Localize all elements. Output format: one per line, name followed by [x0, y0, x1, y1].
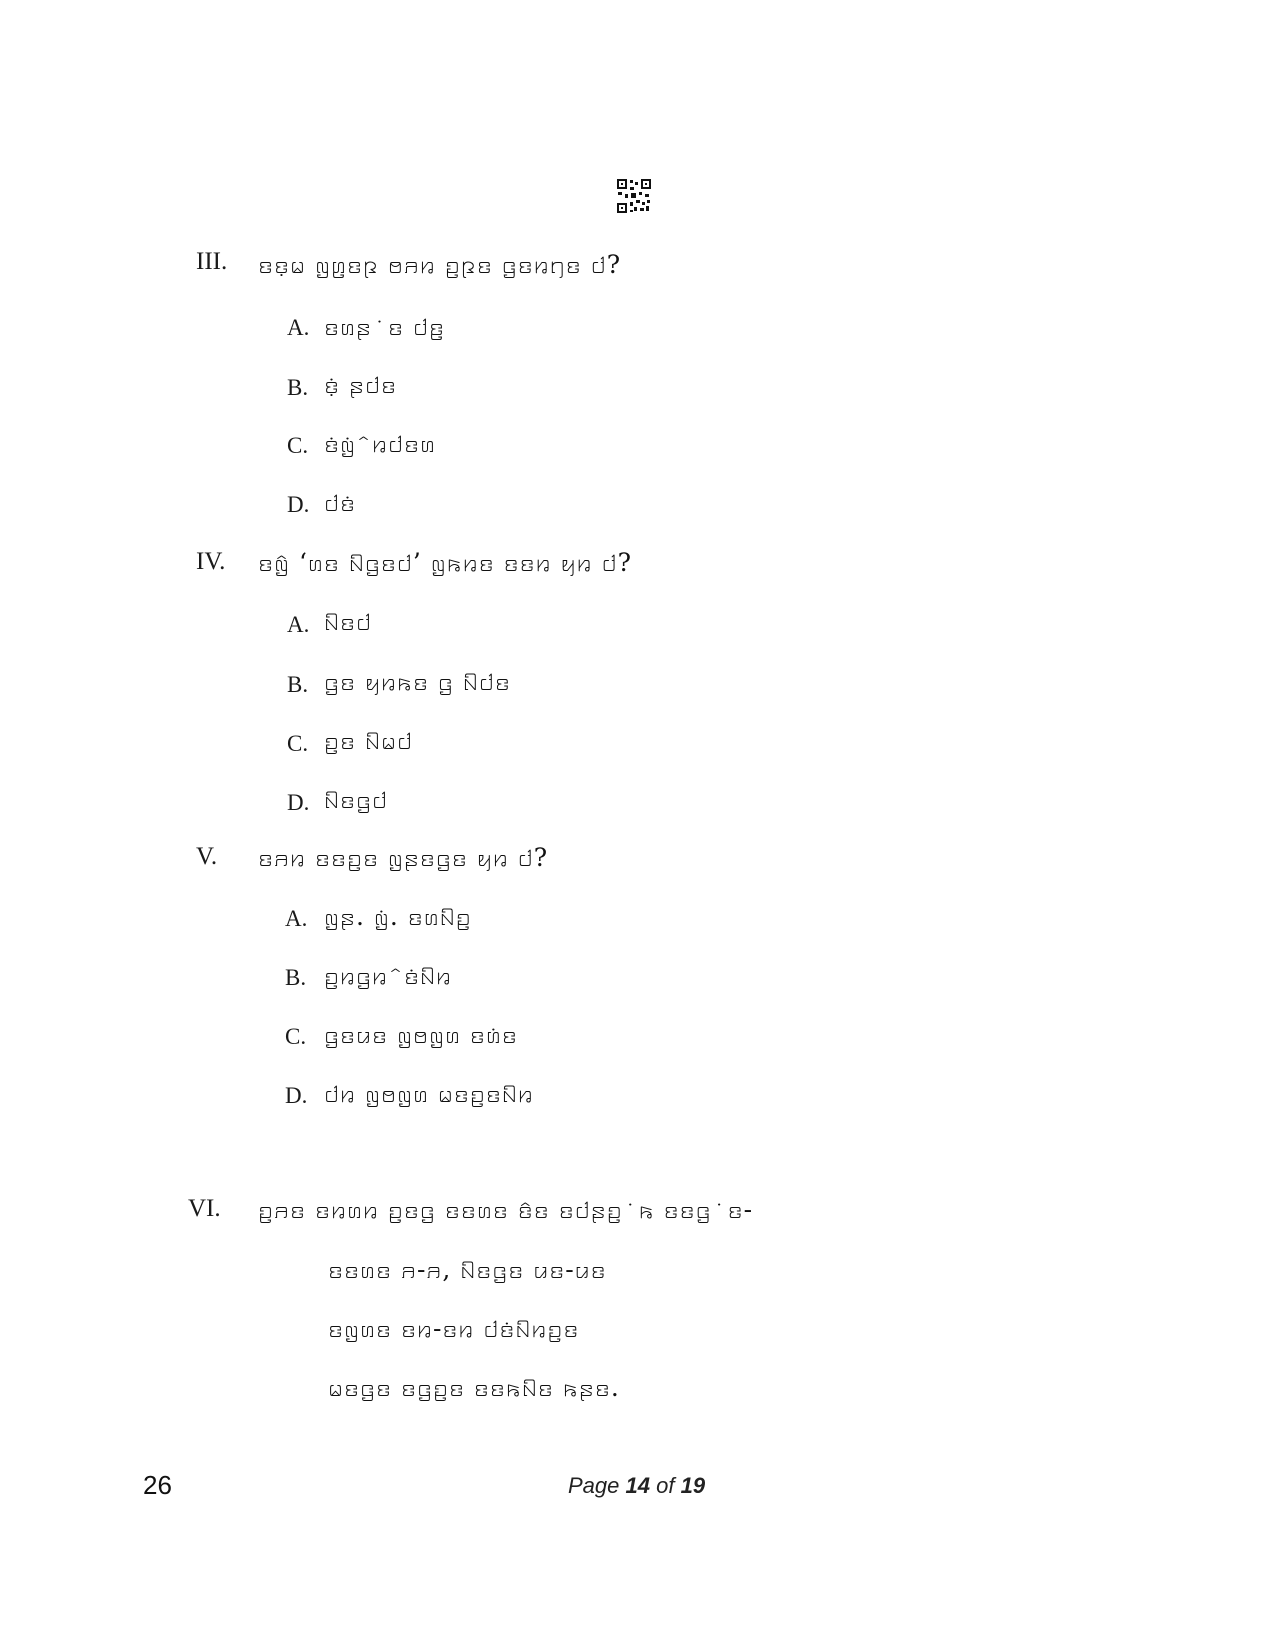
option-letter: C.: [287, 731, 309, 756]
option-text: ꤜꤔ. ꤜꤦ. ꤢꤛꤡꤑ: [324, 902, 472, 931]
page-word: Page: [568, 1473, 620, 1498]
option-letter: C.: [285, 1024, 307, 1049]
option-text: ꤓꤙ ꤜꤥꤜꤛ ꤗꤢꤑꤢꤡꤙ: [324, 1079, 534, 1108]
option-text: ꤑꤙꤞꤙ ꤨꤢꤦꤡꤙ: [324, 961, 453, 990]
option-text: ꤡꤢꤞꤓ: [324, 785, 389, 814]
page-total: 19: [680, 1473, 706, 1498]
question-text-line: ꤗꤢꤞꤢ ꤢꤞꤑꤢ ꤢꤢꤒꤡꤢ ꤒꤔꤢ.: [328, 1373, 620, 1402]
option-text: ꤢꤦꤜꤦ ꤨꤙꤓꤢꤛ: [324, 429, 437, 458]
option-letter: D.: [285, 1083, 308, 1108]
question-text-line: ꤢꤢꤛꤢ ꤏ-ꤏ, ꤡꤢꤞꤢ ꤣꤢ-ꤣꤢ: [328, 1255, 607, 1284]
question-text-line: ꤑꤏꤢ ꤢꤙꤛꤙ ꤑꤢꤞ ꤢꤢꤛꤢ ꤢꤨꤢ ꤢꤓꤔꤑ ꤦꤒ ꤢꤢꤞ ꤦꤢ-: [258, 1195, 754, 1224]
option-text: ꤞꤢ ꤟꤙꤒꤢ ꤞ ꤡꤓꤢ: [324, 667, 511, 696]
option-text: ꤢꤦ꤫ ꤔꤓꤢ: [324, 370, 397, 399]
page-of: of: [656, 1473, 675, 1498]
question-number: V.: [196, 843, 218, 870]
option-letter: A.: [287, 612, 310, 637]
option-text: ꤡꤢꤓ: [324, 607, 373, 636]
qr-code: [616, 178, 652, 214]
page-current: 14: [625, 1473, 650, 1498]
option-letter: A.: [285, 906, 308, 931]
question-text: ꤢꤢ꤫ꤗ ꤜꤛ꤬ꤢꤐ ꤥꤏꤙ ꤑꤐꤢ ꤞꤢꤙꤚꤢ ꤓ?: [258, 250, 622, 279]
option-text: ꤓꤢꤦ: [324, 488, 357, 517]
question-number: VI.: [188, 1195, 221, 1222]
option-text: ꤑꤢ ꤡꤗꤓ: [324, 726, 413, 755]
option-letter: D.: [287, 790, 310, 815]
option-letter: D.: [287, 492, 310, 517]
option-text: ꤞꤢꤣꤢ ꤜꤥꤜꤛ ꤢꤛꤦꤢ: [324, 1020, 518, 1049]
option-text: ꤢꤛꤔ ꤦꤢ ꤓꤢ꤬: [324, 312, 445, 341]
question-text: ꤢꤜꤨ ‘ꤛꤢ ꤡꤞꤢꤓ’ ꤜꤒꤙꤢ ꤢꤢꤙ ꤟꤙ ꤓ?: [258, 548, 632, 577]
option-letter: C.: [287, 433, 309, 458]
option-letter: B.: [285, 965, 307, 990]
option-letter: B.: [287, 672, 309, 697]
option-letter: B.: [287, 375, 309, 400]
question-number: IV.: [196, 548, 226, 575]
page-indicator: [568, 1473, 705, 1499]
question-number: III.: [196, 248, 228, 275]
question-text-line: ꤢꤜꤛꤢ ꤢꤙ-ꤢꤙ ꤓꤢꤦꤡꤙꤑꤢ: [328, 1314, 580, 1343]
sheet-number: 26: [143, 1470, 172, 1500]
option-letter: A.: [287, 315, 310, 340]
question-text: ꤢꤏꤙ ꤢꤢꤑꤢ ꤜꤔꤢꤞꤢ ꤟꤙ ꤓ?: [258, 843, 549, 872]
